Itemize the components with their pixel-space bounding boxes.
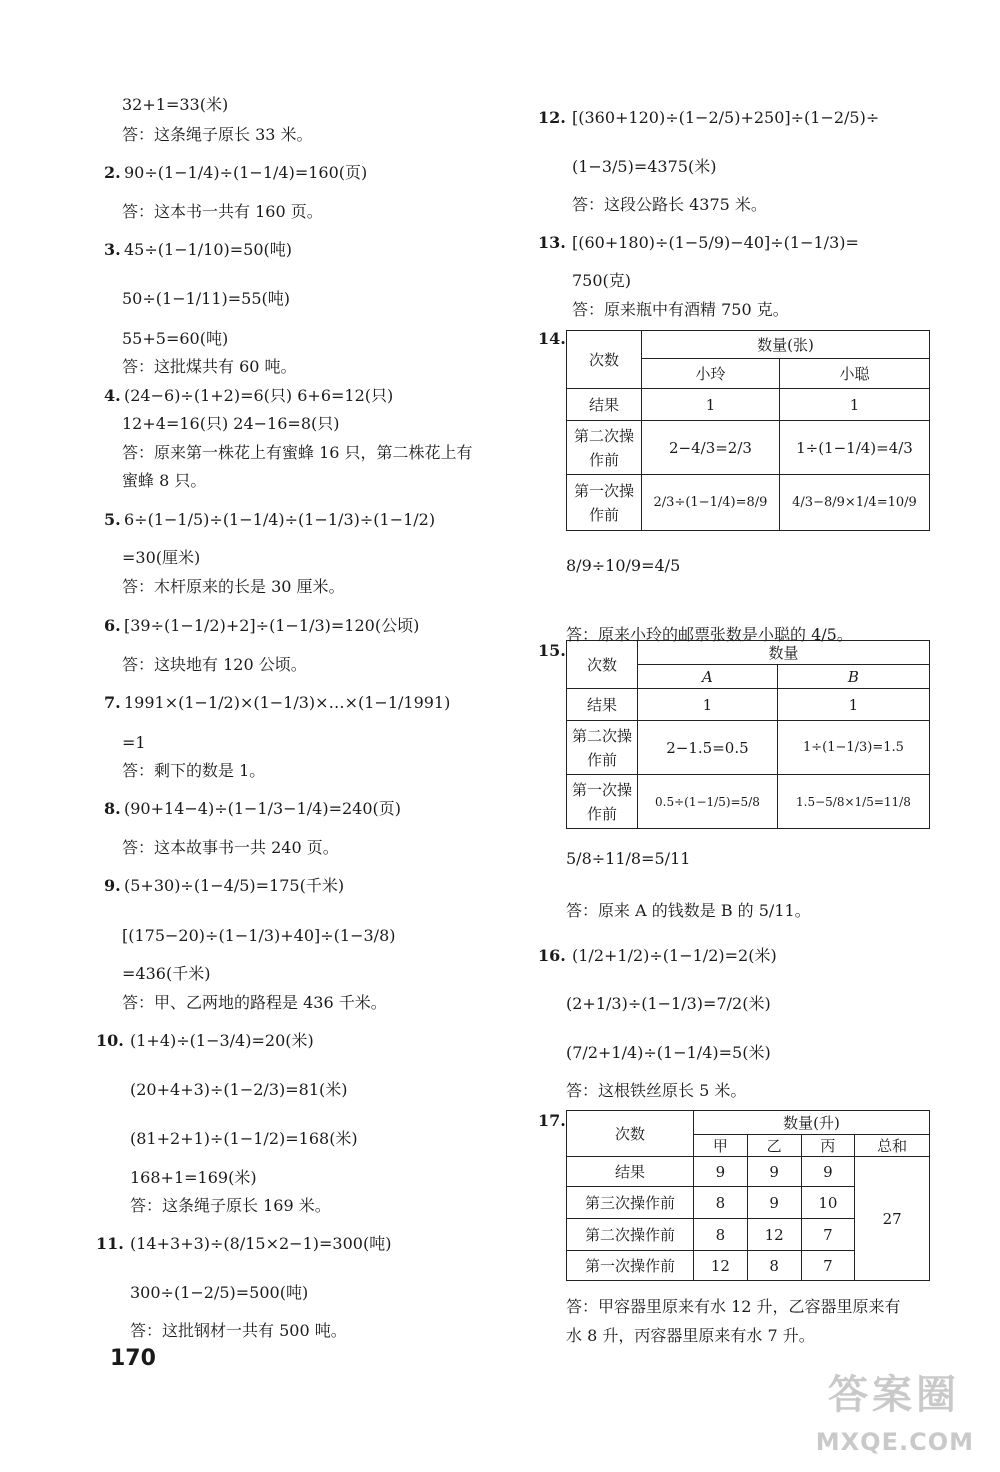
answer-line: 答：这块地有 120 公顷。 [122,655,307,674]
cell: 2−4/3=2/3 [642,421,780,475]
header-xiaocong: 小聪 [779,359,929,389]
row-label: 结果 [567,1157,694,1187]
equation-line: 32+1=33(米) [122,95,229,114]
cell: 0.5÷(1−1/5)=5/8 [638,775,778,829]
equation-line: (20+4+3)÷(1−2/3)=81(米) [130,1080,348,1099]
cell: 10 [801,1187,855,1219]
row-label: 结果 [567,689,638,721]
problem-number: 16. [538,946,566,965]
problem-number: 4. [104,386,121,405]
cell: 1÷(1−1/4)=4/3 [779,421,929,475]
problem-number: 6. [104,616,121,635]
row-label: 结果 [567,389,642,421]
row-label: 第三次操作前 [567,1187,694,1219]
problem-number: 3. [104,240,121,259]
equation-line: =1 [122,733,146,752]
answer-line: 答：原来 A 的钱数是 B 的 5/11。 [566,901,811,920]
equation-line: 750(克) [572,271,632,290]
header-quantity: 数量 [638,641,930,665]
equation-line: [(175−20)÷(1−1/3)+40]÷(1−3/8) [122,926,396,945]
answer-line: 答：这批钢材一共有 500 吨。 [130,1321,347,1340]
equation-line: =436(千米) [122,964,211,983]
cell: 1 [777,689,929,721]
answer-line: 答：这条绳子原长 33 米。 [122,125,313,144]
row-label: 第一次操作前 [567,475,642,531]
row-label: 第一次操作前 [567,1251,694,1281]
equation-line: (7/2+1/4)÷(1−1/4)=5(米) [566,1043,771,1062]
cell: 7 [801,1219,855,1251]
equation-line: 6÷(1−1/5)÷(1−1/4)÷(1−1/3)÷(1−1/2) [124,510,436,529]
cell: 8 [747,1251,801,1281]
equation-line: (5+30)÷(1−4/5)=175(千米) [124,876,345,895]
header-bing: 丙 [801,1135,855,1157]
problem-number: 7. [104,693,121,712]
cell: 9 [747,1187,801,1219]
equation-line: (24−6)÷(1+2)=6(只) 6+6=12(只) [124,386,394,405]
equation-line: 45÷(1−1/10)=50(吨) [124,240,293,259]
header-count: 次数 [567,331,642,389]
answer-line: 答：剩下的数是 1。 [122,761,266,780]
equation-line: 55+5=60(吨) [122,329,229,348]
cell: 8 [694,1187,748,1219]
cell: 12 [694,1251,748,1281]
cell: 9 [801,1157,855,1187]
cell: 9 [747,1157,801,1187]
row-label: 第二次操作前 [567,421,642,475]
cell: 1 [638,689,778,721]
problem-number: 11. [96,1234,124,1253]
equation-line: 50÷(1−1/11)=55(吨) [122,289,291,308]
equation-line: 90÷(1−1/4)÷(1−1/4)=160(页) [124,163,368,182]
problem-number: 17. [538,1111,566,1130]
equation-line: 12+4=16(只) 24−16=8(只) [122,414,340,433]
problem-number: 13. [538,233,566,252]
cell: 9 [694,1157,748,1187]
equation-line: 168+1=169(米) [130,1168,257,1187]
answer-line: 答：原来第一株花上有蜜蜂 16 只，第二株花上有 [122,443,473,462]
header-count: 次数 [567,1111,694,1157]
cell: 1÷(1−1/3)=1.5 [777,721,929,775]
equation-line: (1−3/5)=4375(米) [572,157,717,176]
header-jia: 甲 [694,1135,748,1157]
equation-line: 蜜蜂 8 只。 [122,471,207,490]
answer-line: 答：这条绳子原长 169 米。 [130,1196,331,1215]
header-yi: 乙 [747,1135,801,1157]
equation-line: (1+4)÷(1−3/4)=20(米) [130,1031,314,1050]
cell: 7 [801,1251,855,1281]
cell: 1 [642,389,780,421]
answer-line: 答：这批煤共有 60 吨。 [122,357,297,376]
equation-line: (81+2+1)÷(1−1/2)=168(米) [130,1129,358,1148]
equation-line: [39÷(1−1/2)+2]÷(1−1/3)=120(公顷) [124,616,420,635]
cell: 4/3−8/9×1/4=10/9 [779,475,929,531]
header-quantity: 数量(张) [642,331,930,359]
answer-line: 答：甲、乙两地的路程是 436 千米。 [122,993,387,1012]
row-label: 第二次操作前 [567,1219,694,1251]
header-quantity: 数量(升) [694,1111,930,1135]
answer-line: 答：原来小玲的邮票张数是小聪的 4/5。 [566,625,853,644]
equation-line: 8/9÷10/9=4/5 [566,556,681,575]
header-count: 次数 [567,641,638,689]
answer-line: 答：这本故事书一共 240 页。 [122,838,339,857]
equation-line: [(60+180)÷(1−5/9)−40]÷(1−1/3)= [572,233,859,252]
watermark-logo: 答案圈 [828,1372,960,1418]
sum-cell: 27 [855,1157,930,1281]
equation-line: (1/2+1/2)÷(1−1/2)=2(米) [572,946,777,965]
problem-number: 9. [104,876,121,895]
problem-number: 12. [538,108,566,127]
header-xiaoling: 小玲 [642,359,780,389]
header-a: A [638,665,778,689]
table-14 [566,330,930,531]
cell: 12 [747,1219,801,1251]
problem-number: 14. [538,329,566,348]
row-label: 第二次操作前 [567,721,638,775]
cell: 2−1.5=0.5 [638,721,778,775]
equation-line: [(360+120)÷(1−2/5)+250]÷(1−2/5)÷ [572,108,880,127]
row-label: 第一次操作前 [567,775,638,829]
equation-line: (14+3+3)÷(8/15×2−1)=300(吨) [130,1234,392,1253]
watermark-url: MXQE.COM [815,1428,974,1456]
problem-number: 5. [104,510,121,529]
answer-line: 答：甲容器里原来有水 12 升，乙容器里原来有 [566,1297,901,1316]
page-number: 170 [110,1346,156,1371]
header-sum: 总和 [855,1135,930,1157]
problem-number: 8. [104,799,121,818]
header-b: B [777,665,929,689]
cell: 8 [694,1219,748,1251]
answer-line: 答：这根铁丝原长 5 米。 [566,1081,747,1100]
problem-number: 2. [104,163,121,182]
problem-number: 10. [96,1031,124,1050]
cell: 1.5−5/8×1/5=11/8 [777,775,929,829]
answer-line: 答：木杆原来的长是 30 厘米。 [122,577,345,596]
equation-line: 水 8 升，丙容器里原来有水 7 升。 [566,1326,815,1345]
table-15 [566,640,930,829]
table-17 [566,1110,930,1281]
answer-line: 答：这本书一共有 160 页。 [122,202,323,221]
equation-line: 300÷(1−2/5)=500(吨) [130,1283,309,1302]
problem-number: 15. [538,641,566,660]
answer-line: 答：原来瓶中有酒精 750 克。 [572,300,789,319]
equation-line: 1991×(1−1/2)×(1−1/3)×…×(1−1/1991) [124,693,451,712]
equation-line: (2+1/3)÷(1−1/3)=7/2(米) [566,994,771,1013]
cell: 1 [779,389,929,421]
cell: 2/3÷(1−1/4)=8/9 [642,475,780,531]
answer-line: 答：这段公路长 4375 米。 [572,195,767,214]
equation-line: =30(厘米) [122,548,201,567]
equation-line: 5/8÷11/8=5/11 [566,849,691,868]
equation-line: (90+14−4)÷(1−1/3−1/4)=240(页) [124,799,402,818]
